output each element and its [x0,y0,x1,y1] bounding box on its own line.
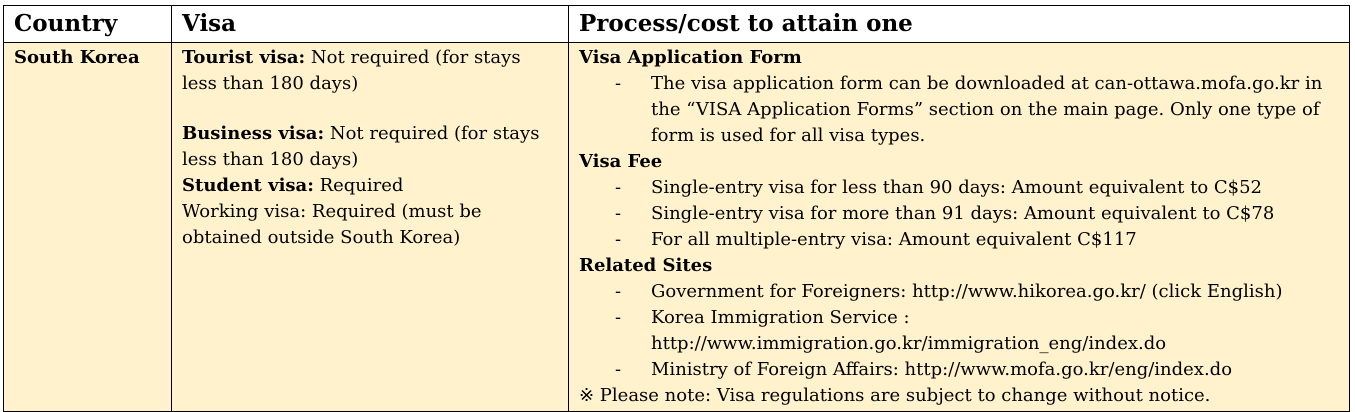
business-visa-text: Not required (for stays less than 180 days) [182,123,540,170]
header-row [4,6,1350,43]
list-item [579,279,1339,305]
list-item [579,201,1339,227]
list-item [579,71,1339,149]
site-item-text: Ministry of Foreign Affairs: http://www.mofa.go.kr/eng/index.do [651,359,1233,380]
spacer [182,97,558,121]
fee-heading: Visa Fee [579,151,663,172]
country-name: South Korea [14,47,140,68]
list-item [579,227,1339,253]
list-item [579,175,1339,201]
dash-marker: - [615,73,622,94]
dash-marker: - [615,359,622,380]
dash-marker: - [615,307,622,328]
fee-item-text: For all multiple-entry visa: Amount equivalent C$117 [651,229,1137,250]
fee-item-text: Single-entry visa for more than 91 days: Amount equivalent to C$78 [651,203,1275,224]
form-item-text: The visa application form can be downloaded at can-ottawa.mofa.go.kr in the “VISA Application Forms” section on the main page. Only one type of form is used for all visa types. [651,73,1323,146]
form-heading: Visa Application Form [579,47,802,68]
student-visa-label: Student visa: [182,175,314,196]
fee-item-text: Single-entry visa for less than 90 days: Amount equivalent to C$52 [651,177,1263,198]
dash-marker: - [615,177,622,198]
site-item-text: Government for Foreigners: http://www.hikorea.go.kr/ (click English) [651,281,1283,302]
business-visa [182,121,558,173]
header-process: Process/cost to attain one [569,6,1350,43]
list-item [579,305,1339,357]
visa-table [3,5,1350,412]
sites-heading: Related Sites [579,255,713,276]
business-visa-label: Business visa: [182,123,325,144]
header-country: Country [4,6,172,43]
student-visa-text: Required [313,175,404,196]
table-row [4,43,1350,412]
tourist-visa-label: Tourist visa: [182,47,306,68]
process-cell [569,43,1350,412]
tourist-visa [182,45,558,97]
notice-text: ※ Please note: Visa regulations are subject to change without notice. [579,385,1211,406]
dash-marker: - [615,281,622,302]
visa-cell [172,43,569,412]
list-item [579,357,1339,383]
student-visa [182,173,558,199]
tourist-visa-text: Not required (for stays less than 180 days) [182,47,521,94]
country-cell [4,43,172,412]
header-visa: Visa [172,6,569,43]
site-item-text: Korea Immigration Service : http://www.immigration.go.kr/immigration_eng/index.do [651,307,1167,354]
dash-marker: - [615,229,622,250]
dash-marker: - [615,203,622,224]
working-visa: Working visa: Required (must be obtained outside South Korea) [182,201,482,248]
